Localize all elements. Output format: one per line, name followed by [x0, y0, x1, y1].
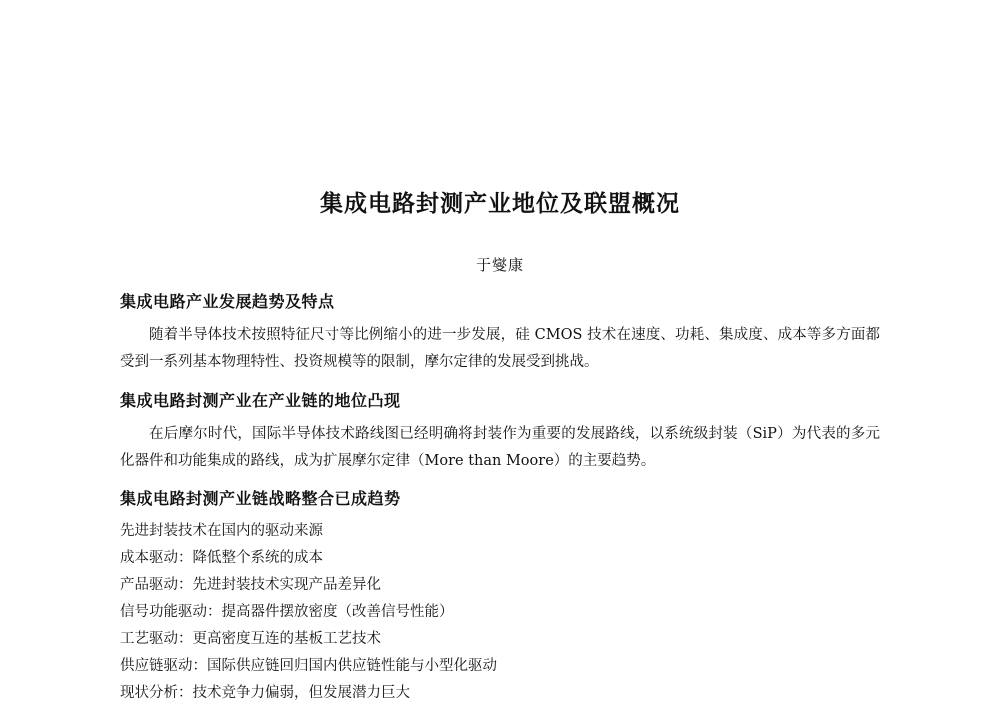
list-item: 成本驱动：降低整个系统的成本 [120, 550, 323, 566]
list-item: 先进封装技术在国内的驱动来源 [120, 523, 323, 539]
section-paragraph-position: 在后摩尔时代，国际半导体技术路线图已经明确将封装作为重要的发展路线，以系统级封装（SiP）为代表的多元化器件和功能集成的路线，成为扩展摩尔定律（More than Moore）的主要趋势。 [120, 426, 880, 469]
integration-list [120, 518, 497, 707]
list-item: 产品驱动：先进封装技术实现产品差异化 [120, 577, 381, 593]
section-paragraph-trends: 随着半导体技术按照特征尺寸等比例缩小的进一步发展，硅 CMOS 技术在速度、功耗、集成度、成本等多方面都受到一系列基本物理特性、投资规模等的限制，摩尔定律的发展受到挑战。 [120, 327, 880, 370]
section-heading-position: 集成电路封测产业在产业链的地位凸现 [120, 391, 401, 410]
document-title: 集成电路封测产业地位及联盟概况 [320, 191, 680, 217]
list-item: 供应链驱动：国际供应链回归国内供应链性能与小型化驱动 [120, 658, 497, 674]
list-item: 现状分析：技术竞争力偏弱，但发展潜力巨大 [120, 685, 410, 701]
list-item: 工艺驱动：更高密度互连的基板工艺技术 [120, 631, 381, 647]
section-heading-trends: 集成电路产业发展趋势及特点 [120, 292, 335, 311]
list-item: 信号功能驱动：提高器件摆放密度（改善信号性能） [120, 604, 454, 620]
document-author: 于燮康 [475, 256, 524, 274]
section-heading-integration: 集成电路封测产业链战略整合已成趋势 [120, 489, 401, 508]
